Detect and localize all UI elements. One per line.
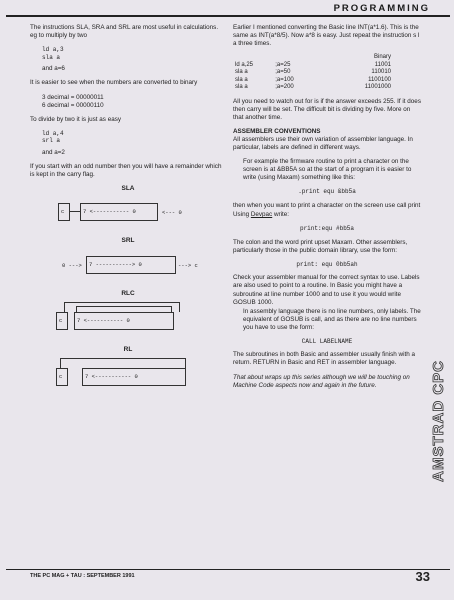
page-number: 33 [415, 569, 430, 585]
rl-diagram [30, 358, 226, 398]
srl-diagram-title: SRL [121, 237, 135, 245]
sla-diagram [30, 197, 226, 233]
section-header: PROGRAMMING [333, 3, 430, 14]
register-box: 7 <----------- 0 [80, 203, 158, 221]
code-devpac: print:equ #bb5a [299, 225, 354, 232]
comment-cell: ;a=100 [275, 76, 294, 83]
binary-column-header: Binary [373, 54, 391, 61]
input-label: 0 ---> [62, 261, 82, 269]
register-box: 7 <----------- 0 [82, 368, 186, 386]
intro-paragraph: The instructions SLA, SRA and SRL are most useful in calculations. eg to multiply by two [30, 24, 219, 40]
assemblers-paragraph: All assemblers use their own variation of assembler language. In particular, labels are defined in different ways. [233, 136, 413, 152]
binary-cell: 1100100 [368, 76, 391, 83]
sidebar-label: AMSTRAD CPC [429, 360, 447, 482]
rl-diagram-title: RL [123, 346, 133, 354]
srl-diagram [30, 250, 226, 286]
code-sla-example: ld a,3 sla a [42, 46, 64, 61]
devpac-text: Devpac [250, 210, 273, 218]
carry-box: c [56, 312, 68, 330]
result-sla: and a=6 [42, 65, 65, 73]
instruction-cell: sla a [235, 76, 248, 83]
devpac-paragraph: Using Devpac write: [233, 210, 290, 218]
input-label: <--- 0 [162, 209, 182, 217]
binary-cell: 11001 [374, 61, 391, 68]
table-row [233, 69, 421, 77]
arrow-line [70, 211, 80, 212]
binary-line-1: 3 decimal = 00000011 [42, 93, 104, 101]
register-box: 7 -----------> 0 [86, 256, 176, 274]
code-maxam: .print equ &bb5a [298, 188, 356, 196]
call-print-paragraph: then when you want to print a character on the screen use call print [233, 201, 421, 209]
instruction-cell: ld a,25 [235, 61, 254, 68]
firmware-paragraph: For example the firmware routine to print a character on the screen is at &BB5A so at the start of a program it is easier to write (using Maxam) something like this: [243, 158, 412, 182]
code-call: CALL LABELNAME [301, 337, 353, 345]
sla-diagram-title: SLA [121, 185, 135, 193]
return-paragraph: The subroutines in both Basic and assembler usually finish with a return. RETURN in Basic and RET in assembler language. [233, 351, 416, 367]
comment-cell: ;a=25 [275, 61, 291, 68]
overflow-paragraph: All you need to watch out for is if the answer exceeds 255. If it does then carry will be set. The difficult bit is dividing by five. More on that another time. [233, 97, 421, 121]
table-row [233, 77, 421, 85]
footer-publication: THE PC MAG + TAU : SEPTEMBER 1991 [30, 572, 135, 579]
binary-line-2: 6 decimal = 00000110 [42, 101, 104, 109]
binary-cell: 11001000 [364, 84, 391, 91]
binary-paragraph: It is easier to see when the numbers are converted to binary [30, 79, 198, 87]
comment-cell: ;a=200 [275, 84, 294, 91]
rlc-diagram [30, 302, 226, 342]
colon-paragraph: The colon and the word print upset Maxam. Other assemblers, particularly those in the public domain library, use the form: [233, 238, 408, 254]
carry-box: c [58, 203, 70, 221]
instruction-cell: sla a [235, 69, 248, 76]
carry-paragraph: If you start with an odd number then you will have a remainder which is kept in the carry flag. [30, 163, 222, 179]
divide-paragraph: To divide by two it is just as easy [30, 115, 121, 123]
closing-paragraph: That about wraps up this series although we will be touching on Machine Code aspects now and again in the future. [233, 373, 410, 389]
register-box: 7 <----------- 0 [74, 312, 174, 330]
binary-cell: 110010 [371, 69, 391, 76]
labels-paragraph: In assembly language there is no line numbers, only labels. The equivalent of GOSUB is call, and as there are no line numbers you have to use the form: [243, 307, 421, 331]
left-column [30, 24, 226, 400]
code-public-domain: print: equ 0bb5ah [296, 260, 358, 268]
section-heading: ASSEMBLER CONVENTIONS [233, 127, 321, 135]
result-srl: and a=2 [42, 149, 65, 157]
output-label: ---> c [178, 261, 198, 269]
header-rule [6, 15, 450, 17]
table-row [233, 62, 421, 70]
carry-box: c [56, 368, 68, 386]
binary-table [233, 62, 421, 92]
footer-rule [6, 569, 450, 571]
table-row [233, 84, 421, 92]
right-column [233, 24, 421, 396]
rlc-diagram-title: RLC [121, 289, 135, 297]
code-srl-example: ld a,4 srl a [42, 129, 64, 145]
manual-paragraph: Check your assembler manual for the correct syntax to use. Labels are also used to point to a routine. In Basic you might have a subroutine at line number 1000 and to use it you would write GOSUB 1000. [233, 274, 420, 306]
instruction-cell: sla a [235, 84, 248, 91]
loop-outer [60, 358, 186, 368]
comment-cell: ;a=50 [275, 69, 291, 76]
int-paragraph: Earlier I mentioned converting the Basic line INT(a*1.6). This is the same as INT(a*8/5). Now a*8 is easy. Just repeat the instruction s l a three times. [233, 24, 420, 48]
